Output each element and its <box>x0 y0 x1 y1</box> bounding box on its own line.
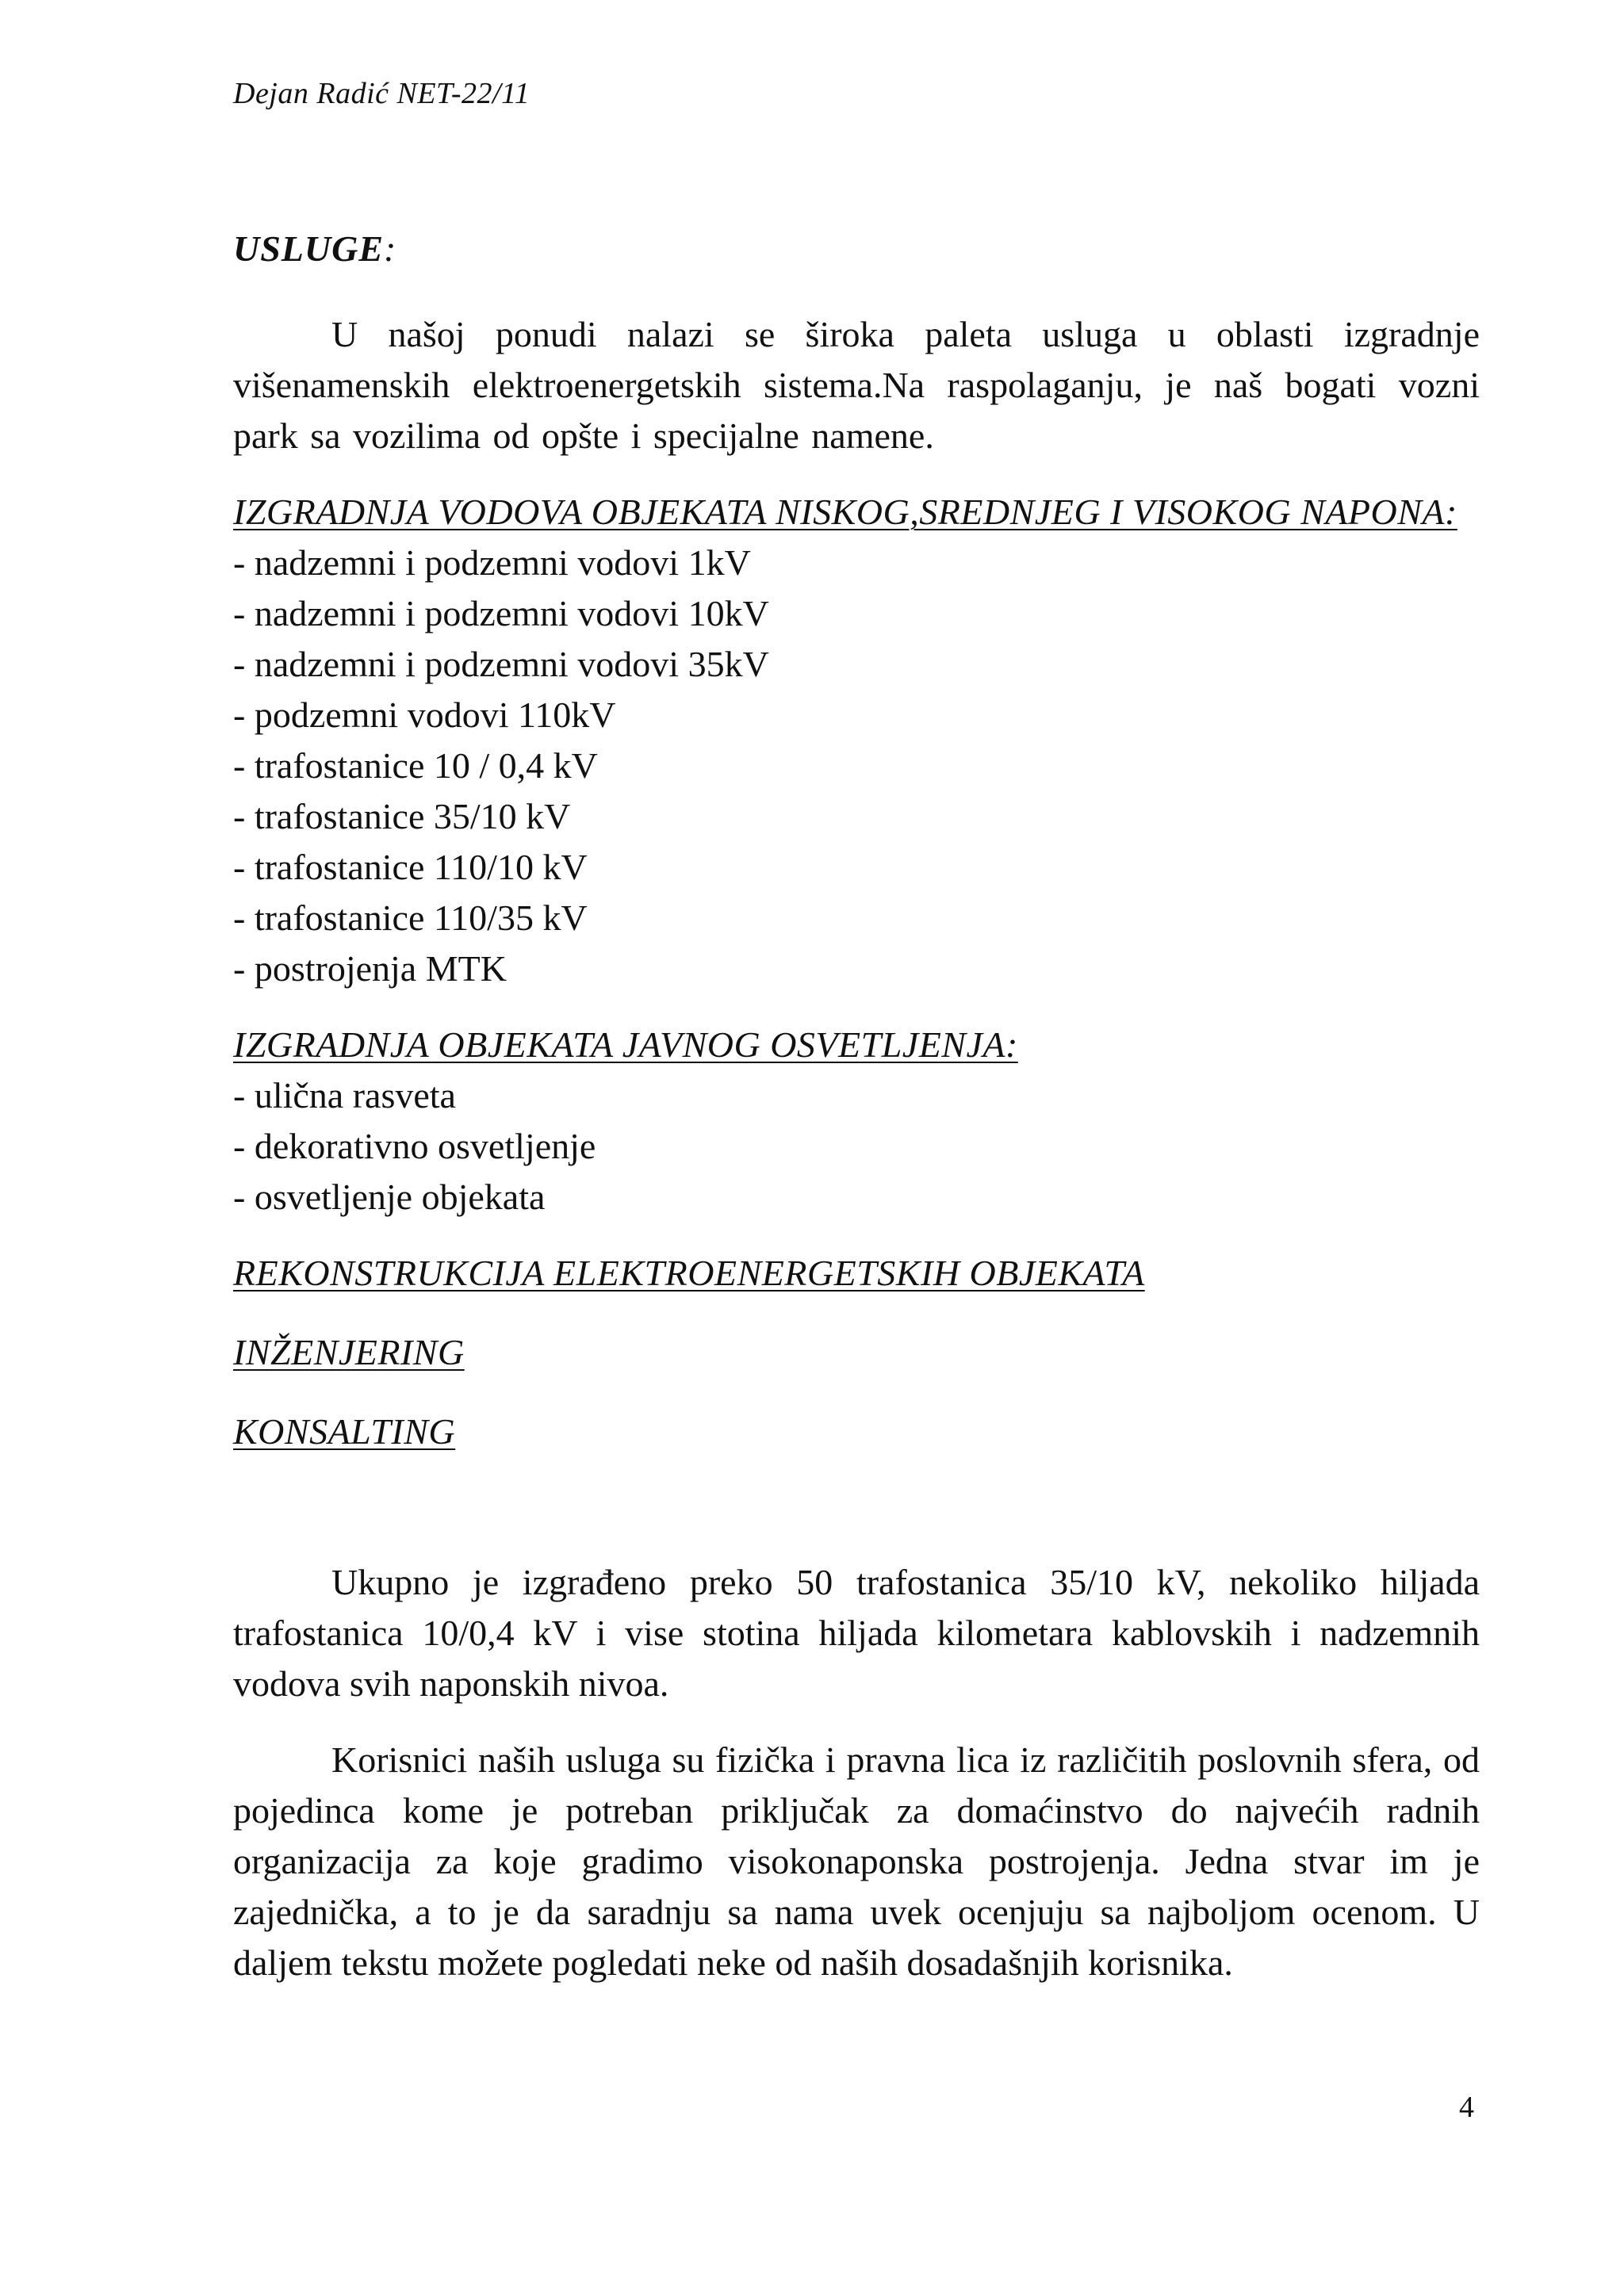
document-body <box>233 224 1480 2014</box>
section-title-text: USLUGE <box>233 228 385 269</box>
services-group-lighting <box>233 1020 1480 1223</box>
heading-engineering: INŽENJERING <box>233 1332 465 1372</box>
body-paragraph: Ukupno je izgrađeno preko 50 trafostanica 35/10 kV, nekoliko hiljada trafostanica 10/0,4 kV i vise stotina hiljada kilometara kablovskih i nadzemnih vodova svih naponskih nivoa. <box>233 1562 1480 1704</box>
list-item: - osvetljenje objekata <box>233 1177 546 1217</box>
list-item: - podzemni vodovi 110kV <box>233 695 616 735</box>
list-item: - postrojenja MTK <box>233 948 507 989</box>
page-header: Dejan Radić NET-22/11 <box>233 77 530 110</box>
list-item: - trafostanice 35/10 kV <box>233 796 571 836</box>
list-item: - nadzemni i podzemni vodovi 35kV <box>233 644 769 684</box>
list-item: - trafostanice 110/10 kV <box>233 847 588 887</box>
list-item: - trafostanice 110/35 kV <box>233 897 588 938</box>
services-group-voltage <box>233 487 1480 994</box>
group-heading: IZGRADNJA OBJEKATA JAVNOG OSVETLJENJA: <box>233 1024 1018 1065</box>
heading-reconstruction: REKONSTRUKCIJA ELEKTROENERGETSKIH OBJEKATA <box>233 1253 1145 1293</box>
heading-consulting: KONSALTING <box>233 1411 456 1452</box>
body-paragraph: Korisnici naših usluga su fizička i pravna lica iz različitih poslovnih sfera, od pojedinca kome je potreban priključak za domaćinstvo do najvećih radnih organizacija za koje gradimo visokonaponska postrojenja. Jedna stvar im je zajednička, a to je da saradnju sa nama uvek ocenjuju sa najboljom ocenom. U daljem tekstu možete pogledati neke od naših dosadašnjih korisnika. <box>233 1739 1480 1983</box>
intro-paragraph: U našoj ponudi nalazi se široka paleta usluga u oblasti izgradnje višenamenskih elektroenergetskih sistema.Na raspolaganju, je naš bogati vozni park sa vozilima od opšte i specijalne namene. <box>233 314 1480 456</box>
section-title <box>233 224 1480 274</box>
list-item: - nadzemni i podzemni vodovi 1kV <box>233 542 751 583</box>
list-item: - nadzemni i podzemni vodovi 10kV <box>233 593 769 633</box>
page-number: 4 <box>1459 2091 1474 2124</box>
list-item: - dekorativno osvetljenje <box>233 1126 596 1166</box>
list-item: - trafostanice 10 / 0,4 kV <box>233 745 598 786</box>
list-item: - ulična rasveta <box>233 1075 456 1115</box>
group-heading: IZGRADNJA VODOVA OBJEKATA NISKOG,SREDNJEG I VISOKOG NAPONA: <box>233 492 1457 532</box>
spacer <box>233 1486 1480 1557</box>
section-title-colon: : <box>384 228 397 269</box>
